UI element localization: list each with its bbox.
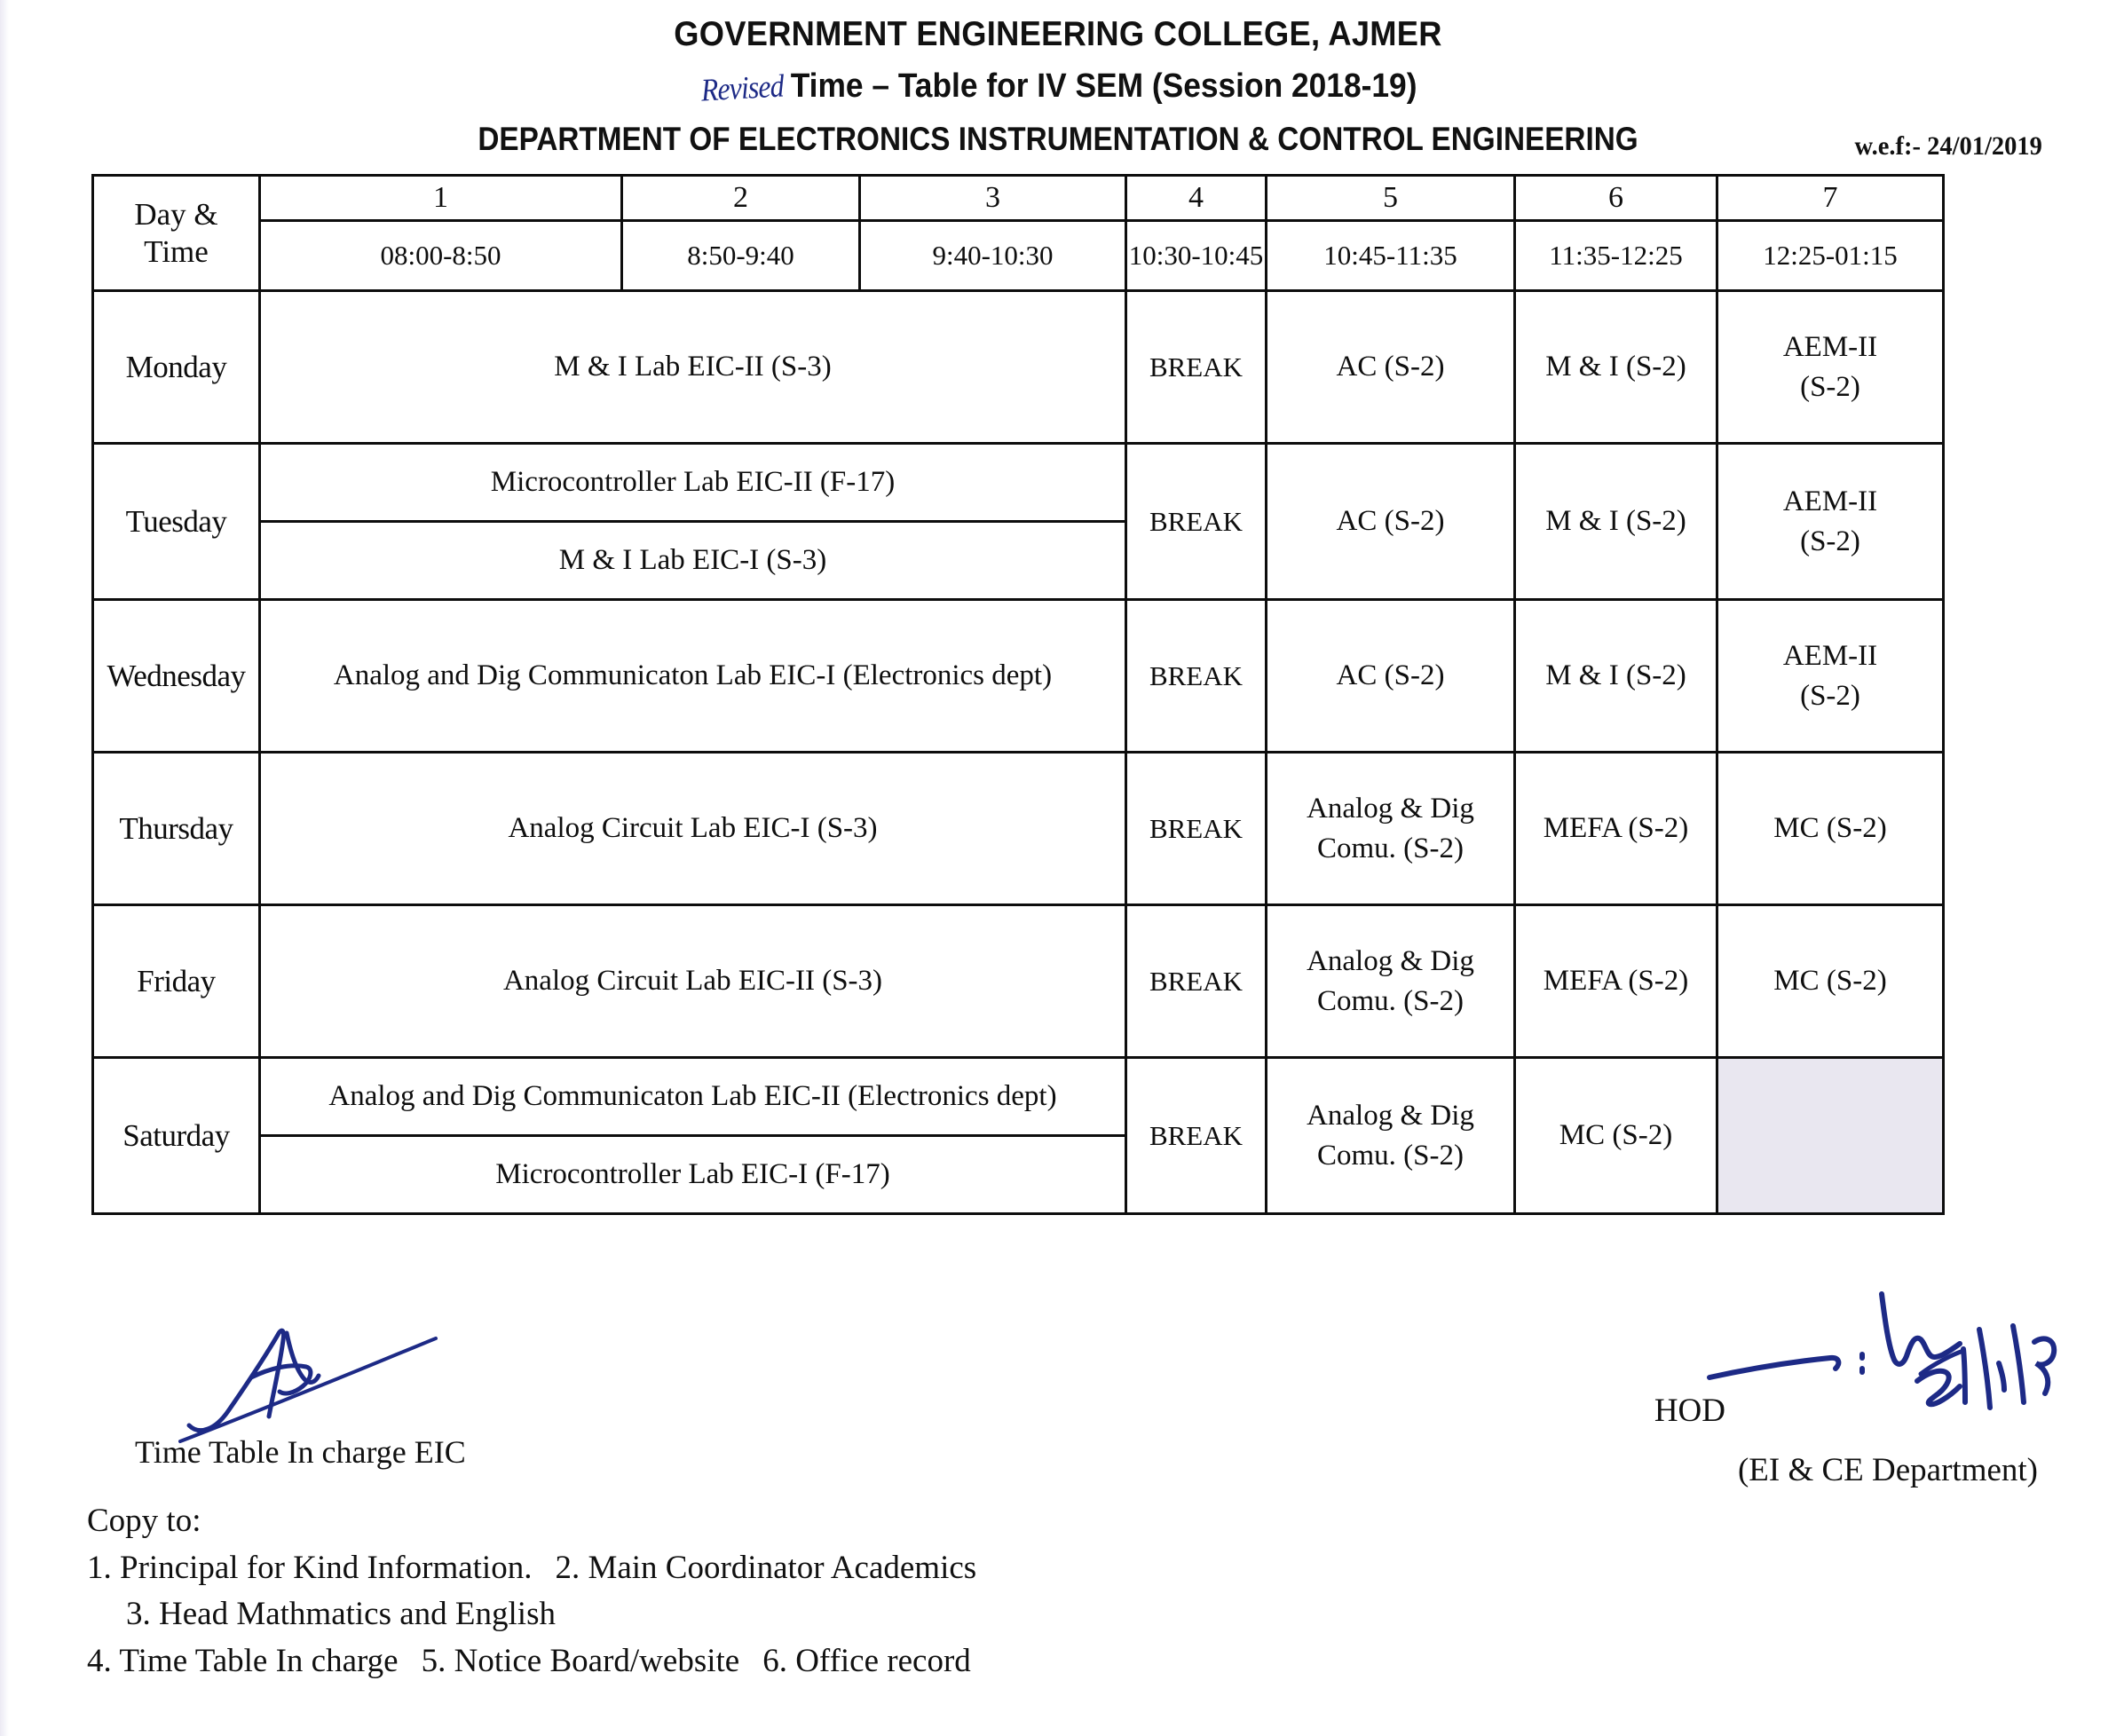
day-label-tuesday: Tuesday [93, 444, 260, 600]
period-time-1: 08:00-8:50 [260, 221, 622, 291]
hod-department-label: (EI & CE Department) [1737, 1452, 2038, 1488]
incharge-label: Time Table In charge EIC [135, 1434, 466, 1470]
cell-wednesday-break: BREAK [1126, 600, 1267, 753]
cell-monday-p5: AC (S-2) [1267, 291, 1515, 444]
cell-thursday-p6: MEFA (S-2) [1515, 753, 1717, 905]
cell-tuesday-p6: M & I (S-2) [1515, 444, 1717, 600]
timetable-subtitle [74, 68, 2041, 107]
subtitle-text: Time – Table for IV SEM (Session 2018-19) [790, 67, 1417, 105]
copy-to-line-2 [87, 1591, 976, 1638]
table-row [93, 753, 1944, 905]
period-time-4-text: 10:30-10:45 [1128, 240, 1264, 272]
corner-label-line1: Day & [134, 197, 218, 233]
cell-saturday-p5 [1267, 1058, 1515, 1214]
cell-tuesday-p7-line2: (S-2) [1800, 525, 1860, 557]
cell-friday-p6: MEFA (S-2) [1515, 905, 1717, 1058]
cell-thursday-p5-line2: Comu. (S-2) [1317, 832, 1464, 864]
table-row [93, 1058, 1944, 1214]
timetable-container [91, 174, 1942, 1215]
hod-label: HOD [1654, 1393, 1725, 1429]
cell-saturday-p6: MC (S-2) [1515, 1058, 1717, 1214]
cell-friday-lab: Analog Circuit Lab EIC-II (S-3) [260, 905, 1126, 1058]
cell-tuesday-break: BREAK [1126, 444, 1267, 600]
cell-monday-p7-line1: AEM-II [1782, 330, 1878, 363]
cell-wednesday-p7 [1717, 600, 1944, 753]
copy-to-item-2: 2. Main Coordinator Academics [555, 1549, 977, 1586]
scan-edge-artifact [0, 0, 9, 1736]
day-label-wednesday: Wednesday [93, 600, 260, 753]
cell-monday-p6: M & I (S-2) [1515, 291, 1717, 444]
copy-to-line-1 [87, 1545, 976, 1592]
document-header [0, 16, 2116, 158]
table-row [93, 905, 1944, 1058]
day-label-friday: Friday [93, 905, 260, 1058]
copy-to-item-5: 5. Notice Board/website [421, 1642, 740, 1679]
cell-monday-p7-line2: (S-2) [1800, 370, 1860, 403]
cell-thursday-lab: Analog Circuit Lab EIC-I (S-3) [260, 753, 1126, 905]
day-label-thursday: Thursday [93, 753, 260, 905]
cell-tuesday-p7-line1: AEM-II [1782, 485, 1878, 517]
cell-wednesday-p5: AC (S-2) [1267, 600, 1515, 753]
period-number-5: 5 [1267, 176, 1515, 221]
cell-saturday-p7-empty [1717, 1058, 1944, 1214]
cell-saturday-break: BREAK [1126, 1058, 1267, 1214]
table-row [93, 291, 1944, 444]
period-number-1: 1 [260, 176, 622, 221]
cell-friday-p5-line1: Analog & Dig [1307, 944, 1474, 977]
cell-tuesday-p5: AC (S-2) [1267, 444, 1515, 600]
effective-from-date: w.e.f:- 24/01/2019 [1854, 131, 2042, 161]
cell-tuesday-p7 [1717, 444, 1944, 600]
cell-friday-break: BREAK [1126, 905, 1267, 1058]
cell-tuesday-lab-bottom: M & I Lab EIC-I (S-3) [558, 544, 827, 576]
institution-title: GOVERNMENT ENGINEERING COLLEGE, AJMER [674, 15, 1442, 53]
header-row-period-times [93, 221, 1944, 291]
cell-wednesday-p6: M & I (S-2) [1515, 600, 1717, 753]
cell-monday-break: BREAK [1126, 291, 1267, 444]
hod-signature-mark [1697, 1269, 2070, 1429]
cell-saturday-lab-top: Analog and Dig Communicaton Lab EIC-II (Electronics dept) [261, 1059, 1125, 1137]
copy-to-item-3: 3. Head Mathmatics and English [126, 1596, 556, 1633]
corner-label-line2: Time [144, 233, 209, 269]
cell-saturday-lab-bottom: Microcontroller Lab EIC-I (F-17) [495, 1158, 890, 1190]
period-number-4: 4 [1126, 176, 1267, 221]
corner-day-time-label [93, 176, 260, 291]
cell-thursday-p5-line1: Analog & Dig [1307, 792, 1474, 825]
period-time-6: 11:35-12:25 [1515, 221, 1717, 291]
period-number-2: 2 [622, 176, 860, 221]
department-title: DEPARTMENT OF ELECTRONICS INSTRUMENTATION & CONTROL ENGINEERING [478, 121, 1638, 158]
revised-handwritten-annotation: Revised [700, 67, 785, 108]
cell-thursday-p5 [1267, 753, 1515, 905]
cell-tuesday-lab-split [260, 444, 1126, 600]
cell-friday-p5-line2: Comu. (S-2) [1317, 984, 1464, 1017]
period-time-4 [1126, 221, 1267, 291]
period-number-3: 3 [860, 176, 1126, 221]
copy-to-block [87, 1498, 976, 1685]
cell-wednesday-p7-line2: (S-2) [1800, 679, 1860, 712]
cell-saturday-lab-split [260, 1058, 1126, 1214]
cell-monday-p7 [1717, 291, 1944, 444]
cell-wednesday-lab: Analog and Dig Communicaton Lab EIC-I (Electronics dept) [260, 600, 1126, 753]
incharge-signature-mark [173, 1312, 590, 1445]
cell-tuesday-lab-top: Microcontroller Lab EIC-II (F-17) [261, 445, 1125, 523]
table-row [93, 600, 1944, 753]
cell-friday-p5 [1267, 905, 1515, 1058]
cell-thursday-break: BREAK [1126, 753, 1267, 905]
copy-to-item-4: 4. Time Table In charge [87, 1642, 399, 1679]
copy-to-line-3 [87, 1638, 976, 1685]
cell-monday-lab: M & I Lab EIC-II (S-3) [260, 291, 1126, 444]
period-time-3: 9:40-10:30 [860, 221, 1126, 291]
day-label-saturday: Saturday [93, 1058, 260, 1214]
table-row [93, 444, 1944, 600]
cell-thursday-p7: MC (S-2) [1717, 753, 1944, 905]
cell-wednesday-p7-line1: AEM-II [1782, 639, 1878, 672]
cell-saturday-p5-line2: Comu. (S-2) [1317, 1139, 1464, 1172]
cell-saturday-p5-line1: Analog & Dig [1307, 1099, 1474, 1132]
copy-to-item-1: 1. Principal for Kind Information. [87, 1549, 533, 1586]
period-time-2: 8:50-9:40 [622, 221, 860, 291]
period-time-7: 12:25-01:15 [1717, 221, 1944, 291]
cell-friday-p7: MC (S-2) [1717, 905, 1944, 1058]
period-time-5: 10:45-11:35 [1267, 221, 1515, 291]
timetable [91, 174, 1945, 1215]
header-row-period-numbers [93, 176, 1944, 221]
copy-to-item-6: 6. Office record [762, 1642, 971, 1679]
period-number-7: 7 [1717, 176, 1944, 221]
copy-to-label: Copy to: [87, 1503, 201, 1539]
period-number-6: 6 [1515, 176, 1717, 221]
day-label-monday: Monday [93, 291, 260, 444]
